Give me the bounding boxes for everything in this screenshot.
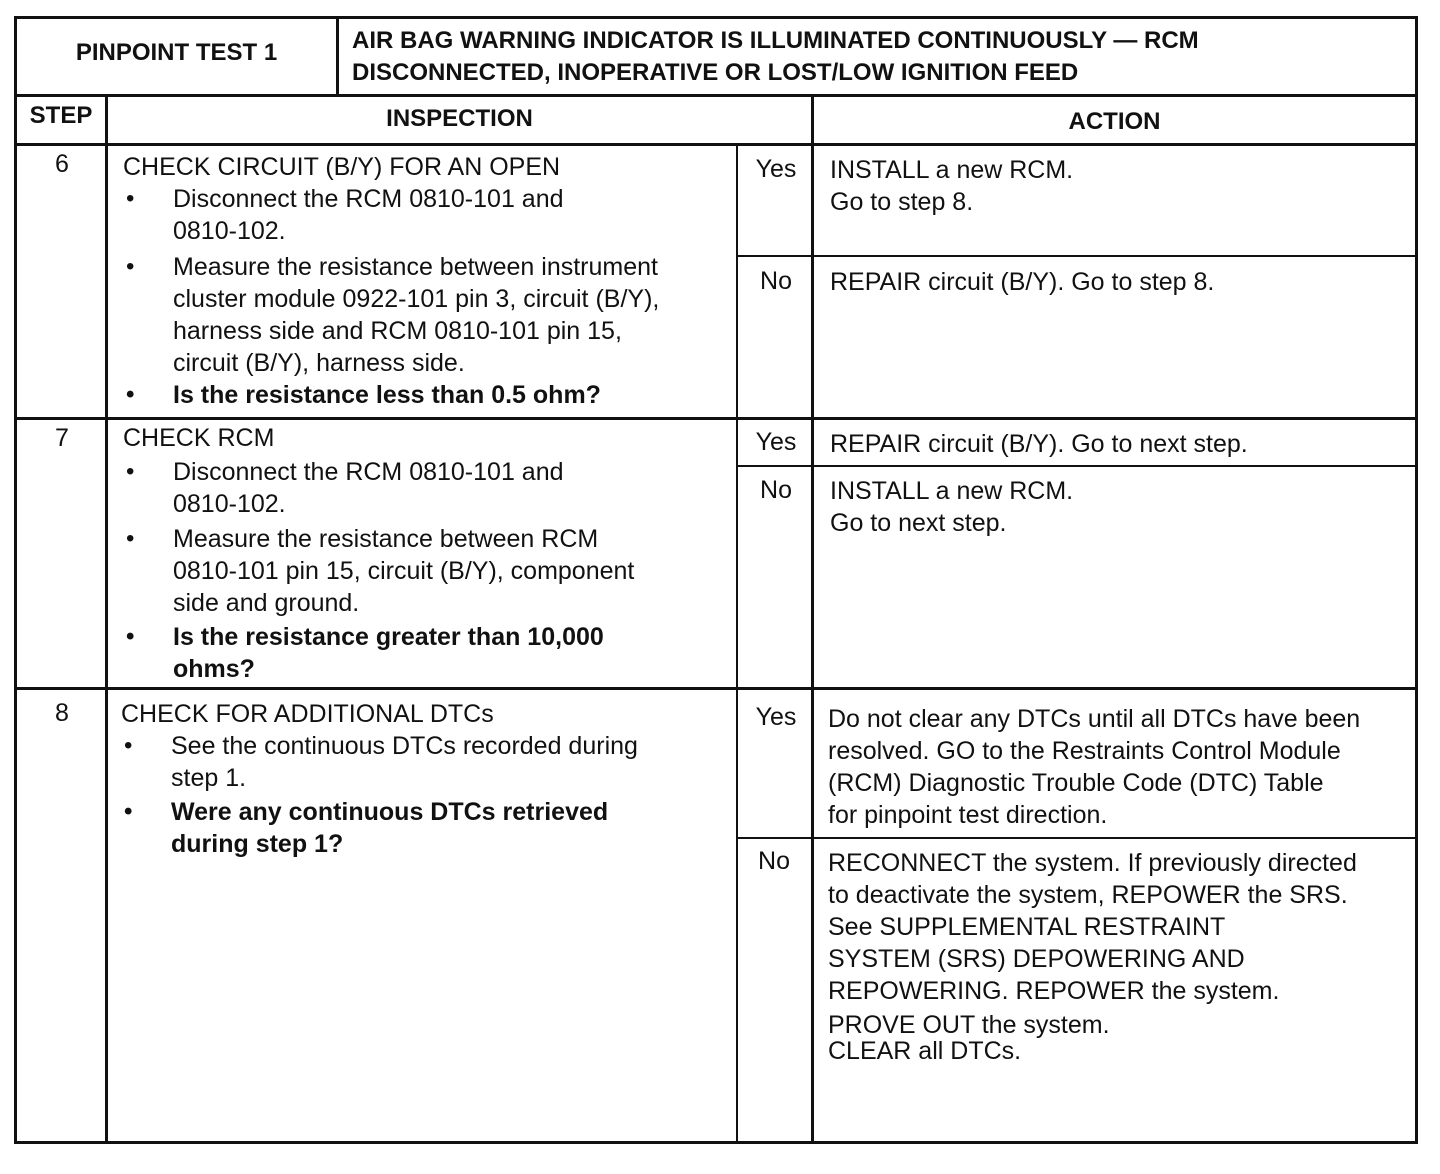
- step-7-inspection: [123, 422, 634, 685]
- border-right: [1415, 16, 1418, 1144]
- step7-yes-no-rule: [736, 465, 1418, 467]
- step8-yes-no-rule: [736, 837, 1418, 839]
- step-8-yes-action: Do not clear any DTCs until all DTCs have been resolved. GO to the Restraints Control Module (RCM) Diagnostic Trouble Code (DTC) Table for pinpoint test direction.: [828, 705, 1361, 829]
- step-8-no-action: RECONNECT the system. If previously directed to deactivate the system, REPOWER the SRS. See SUPPLEMENTAL RESTRAINT SYSTEM (SRS) DEPOWERING AND REPOWERING. REPOWER the system. PROVE OUT the system. CLEAR all DTCs.: [828, 849, 1357, 1065]
- row-7-8-rule: [14, 687, 1418, 690]
- border-top: [14, 16, 1418, 19]
- step-6-no-label: No: [760, 267, 792, 295]
- step-7-bullet-2: • Measure the resistance between RCM 0810-101 pin 15, circuit (B/Y), component side and ground.: [123, 523, 634, 619]
- header-bottom-rule: [14, 94, 1418, 97]
- step-6-bullet-2: • Measure the resistance between instrument cluster module 0922-101 pin 3, circuit (B/Y), harness side and RCM 0810-101 pin 15, circuit (B/Y), harness side.: [123, 251, 659, 379]
- step-6-question: • Is the resistance less than 0.5 ohm?: [123, 379, 659, 411]
- step-8-inspection: [121, 698, 638, 860]
- step-7-bullet-1: • Disconnect the RCM 0810-101 and 0810-102.: [123, 456, 634, 520]
- column-header-rule: [14, 143, 1418, 146]
- step-8-bullet-1: • See the continuous DTCs recorded during step 1.: [121, 730, 638, 794]
- step-7-question: • Is the resistance greater than 10,000 ohms?: [123, 621, 634, 685]
- step-6-number: 6: [55, 150, 69, 178]
- column-header-action: ACTION: [1068, 108, 1161, 135]
- step-7-no-label: No: [760, 476, 792, 504]
- header-divider: [336, 16, 339, 96]
- step6-yes-no-rule: [736, 255, 1418, 257]
- step-6-no-action: REPAIR circuit (B/Y). Go to step 8.: [830, 268, 1215, 296]
- step-7-no-action: INSTALL a new RCM. Go to next step.: [830, 477, 1074, 537]
- action-column-line: [811, 94, 814, 1144]
- border-bottom: [14, 1141, 1418, 1144]
- step-7-yes-label: Yes: [755, 428, 797, 456]
- row-6-7-rule: [14, 417, 1418, 420]
- step-8-number: 8: [55, 699, 69, 727]
- border-left: [14, 16, 17, 1144]
- step-7-yes-action: REPAIR circuit (B/Y). Go to next step.: [830, 430, 1248, 458]
- step-6-bullet-1: • Disconnect the RCM 0810-101 and 0810-102.: [123, 183, 659, 247]
- step-6-title: CHECK CIRCUIT (B/Y) FOR AN OPEN: [123, 153, 561, 181]
- step-8-title: CHECK FOR ADDITIONAL DTCs: [121, 700, 494, 728]
- step-column-line: [105, 94, 108, 1144]
- step-6-yes-label: Yes: [755, 155, 797, 183]
- column-header-inspection: INSPECTION: [386, 105, 533, 132]
- step-7-title: CHECK RCM: [123, 424, 275, 452]
- step-8-no-label: No: [758, 847, 790, 875]
- step-6-inspection: [123, 151, 659, 411]
- test-title-line-1: AIR BAG WARNING INDICATOR IS ILLUMINATED CONTINUOUSLY — RCM: [352, 27, 1199, 54]
- step-8-question: • Were any continuous DTCs retrieved during step 1?: [121, 796, 638, 860]
- step-7-number: 7: [55, 424, 69, 452]
- step-8-yes-label: Yes: [755, 703, 797, 731]
- test-title-line-2: DISCONNECTED, INOPERATIVE OR LOST/LOW IGNITION FEED: [352, 59, 1079, 86]
- column-header-step: STEP: [29, 102, 93, 129]
- step-6-yes-action: INSTALL a new RCM. Go to step 8.: [830, 156, 1074, 216]
- pinpoint-test-label: PINPOINT TEST 1: [75, 39, 278, 66]
